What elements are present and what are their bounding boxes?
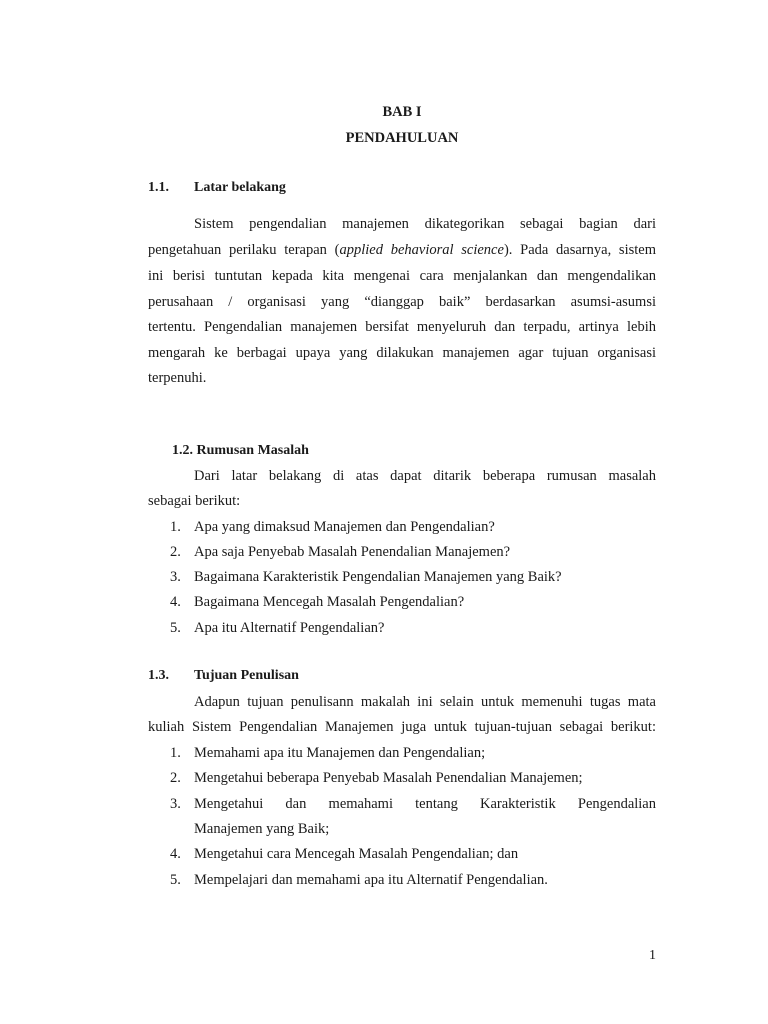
list-item-number: 2. — [170, 544, 181, 560]
list-item-number: 3. — [170, 796, 181, 812]
section1-line: mengarah ke berbagai upaya yang dilakukan manajemen agar tujuan organisasi — [148, 345, 656, 361]
section1-line-mixed: pengetahuan perilaku terapan (applied behavioral science). Pada dasarnya, sistem — [148, 242, 656, 258]
italic-term: applied behavioral science — [339, 242, 504, 258]
page-number: 1 — [649, 948, 656, 963]
list-item-number: 4. — [170, 846, 181, 862]
chapter-label: BAB I — [382, 104, 422, 120]
list-item-number: 5. — [170, 620, 181, 636]
list-item: Mengetahui dan memahami tentang Karakteristik Pengendalian — [194, 796, 656, 812]
section1-number: 1.1. — [148, 180, 169, 195]
list-item-continuation: Manajemen yang Baik; — [194, 821, 330, 837]
list-item: Bagaimana Mencegah Masalah Pengendalian? — [194, 594, 465, 610]
list-item: Apa yang dimaksud Manajemen dan Pengendalian? — [194, 519, 495, 535]
section2-title: 1.2. Rumusan Masalah — [172, 443, 309, 458]
list-item: Apa itu Alternatif Pengendalian? — [194, 620, 385, 636]
list-item-number: 1. — [170, 519, 181, 535]
section2-intro-line: sebagai berikut: — [148, 493, 241, 509]
section3-intro-line: Adapun tujuan penulisann makalah ini selain untuk memenuhi tugas mata — [194, 694, 656, 710]
section1-line: perusahaan / organisasi yang “dianggap baik” berdasarkan asumsi-asumsi — [148, 294, 656, 310]
list-item-number: 5. — [170, 872, 181, 888]
list-item: Apa saja Penyebab Masalah Penendalian Manajemen? — [194, 544, 511, 560]
list-item: Mempelajari dan memahami apa itu Alternatif Pengendalian. — [194, 872, 548, 888]
list-item: Mengetahui cara Mencegah Masalah Pengendalian; dan — [194, 846, 519, 862]
section3-title: Tujuan Penulisan — [194, 668, 299, 683]
section1-line: terpenuhi. — [148, 370, 207, 386]
section3-number: 1.3. — [148, 668, 169, 683]
section1-line: Sistem pengendalian manajemen dikategorikan sebagai bagian dari — [194, 216, 656, 232]
section1-title: Latar belakang — [194, 180, 286, 195]
list-item-number: 2. — [170, 770, 181, 786]
chapter-title: PENDAHULUAN — [345, 130, 459, 146]
list-item: Memahami apa itu Manajemen dan Pengendalian; — [194, 745, 486, 761]
section1-line: ini berisi tuntutan kepada kita mengenai cara menjalankan dan mengendalikan — [148, 268, 656, 284]
section2-intro-line: Dari latar belakang di atas dapat ditarik beberapa rumusan masalah — [194, 468, 656, 484]
section1-line: tertentu. Pengendalian manajemen bersifat menyeluruh dan terpadu, artinya lebih — [148, 319, 656, 335]
list-item: Mengetahui beberapa Penyebab Masalah Penendalian Manajemen; — [194, 770, 583, 786]
section3-intro-line: kuliah Sistem Pengendalian Manajemen juga untuk tujuan-tujuan sebagai berikut: — [148, 719, 656, 735]
list-item-number: 3. — [170, 569, 181, 585]
list-item-number: 4. — [170, 594, 181, 610]
list-item: Bagaimana Karakteristik Pengendalian Manajemen yang Baik? — [194, 569, 562, 585]
list-item-number: 1. — [170, 745, 181, 761]
